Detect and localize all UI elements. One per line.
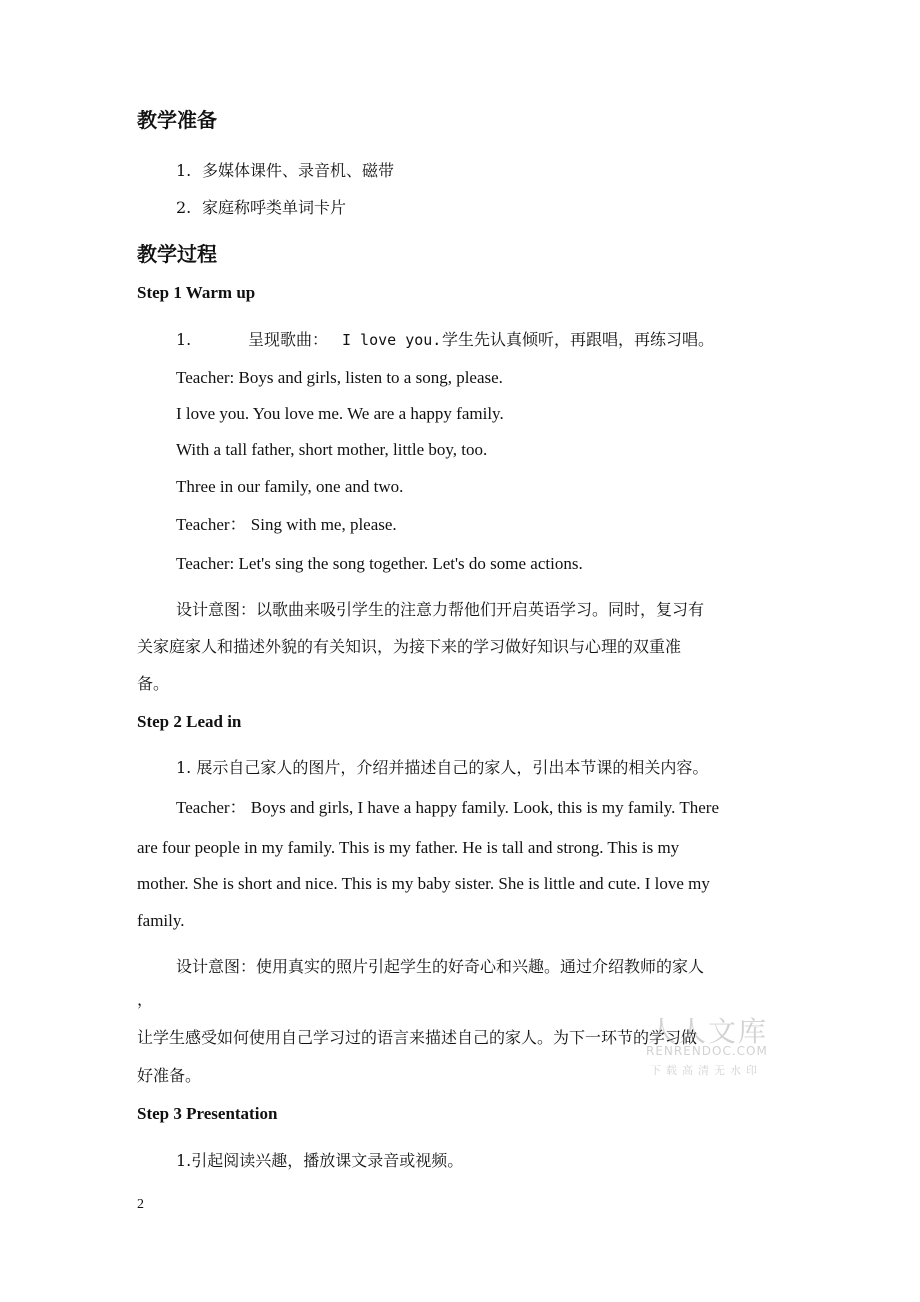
step2-item: 1. 展示自己家人的图片，介绍并描述自己的家人，引出本节课的相关内容。 — [176, 758, 709, 777]
step1-design-line-1: 设计意图：以歌曲来吸引学生的注意力帮他们开启英语学习。同时，复习有 — [176, 600, 705, 619]
step1-item-text-c: 学生先认真倾听，再跟唱，再练习唱。 — [442, 330, 715, 349]
prep-item-1-number: 1. — [176, 161, 192, 180]
watermark-logo — [642, 1010, 777, 1080]
heading-teaching-process: 教学过程 — [137, 242, 217, 266]
prep-item-1-text: 多媒体课件、录音机、磁带 — [202, 161, 395, 180]
prep-item-2-number: 2. — [176, 198, 192, 217]
step2-design-line-3: 让学生感受如何使用自己学习过的语言来描述自己的家人。为下一环节的学习做 — [137, 1028, 698, 1047]
step1-item-number: 1. — [176, 330, 192, 349]
watermark-site-text: RENRENDOC.COM — [646, 1044, 768, 1058]
step1-line-5: Teacher： Sing with me, please. — [176, 515, 397, 534]
step1-item-text-a: 呈现歌曲： — [248, 330, 329, 349]
prep-item-2-text: 家庭称呼类单词卡片 — [202, 198, 347, 217]
step2-design-line-1: 设计意图：使用真实的照片引起学生的好奇心和兴趣。通过介绍教师的家人 — [176, 957, 705, 976]
watermark-slogan-text: 下载高清无水印 — [650, 1064, 762, 1077]
step2-design-line-4: 好准备。 — [137, 1066, 202, 1085]
step1-design-line-3: 备。 — [137, 674, 170, 693]
step1-line-3: With a tall father, short mother, little boy, too. — [176, 440, 488, 459]
heading-teaching-preparation: 教学准备 — [137, 108, 217, 132]
step1-line-1: Teacher: Boys and girls, listen to a song, please. — [176, 368, 503, 387]
step2-teacher-line-2: are four people in my family. This is my father. He is tall and strong. This is my — [137, 838, 680, 857]
watermark-brand-text: 人人文库 — [648, 1015, 769, 1048]
step1-line-4: Three in our family, one and two. — [176, 477, 404, 496]
step2-teacher-line-3: mother. She is short and nice. This is my baby sister. She is little and cute. I love my — [137, 874, 710, 893]
step2-teacher-line-1: Teacher： Boys and girls, I have a happy family. Look, this is my family. There — [176, 798, 719, 817]
step1-design-line-2: 关家庭家人和描述外貌的有关知识，为接下来的学习做好知识与心理的双重准 — [137, 637, 682, 656]
step2-teacher-line-4: family. — [137, 911, 185, 930]
step3-item: 1.引起阅读兴趣，播放课文录音或视频。 — [176, 1151, 464, 1170]
page-number: 2 — [137, 1197, 144, 1212]
step2-title: Step 2 Lead in — [137, 712, 242, 731]
step1-title: Step 1 Warm up — [137, 283, 256, 302]
step3-title: Step 3 Presentation — [137, 1104, 278, 1123]
step1-line-6: Teacher: Let's sing the song together. Let's do some actions. — [176, 554, 583, 573]
step1-line-2: I love you. You love me. We are a happy family. — [176, 404, 504, 423]
step1-item-song-title: I love you. — [342, 331, 442, 349]
step2-design-line-2: ， — [137, 990, 154, 1009]
